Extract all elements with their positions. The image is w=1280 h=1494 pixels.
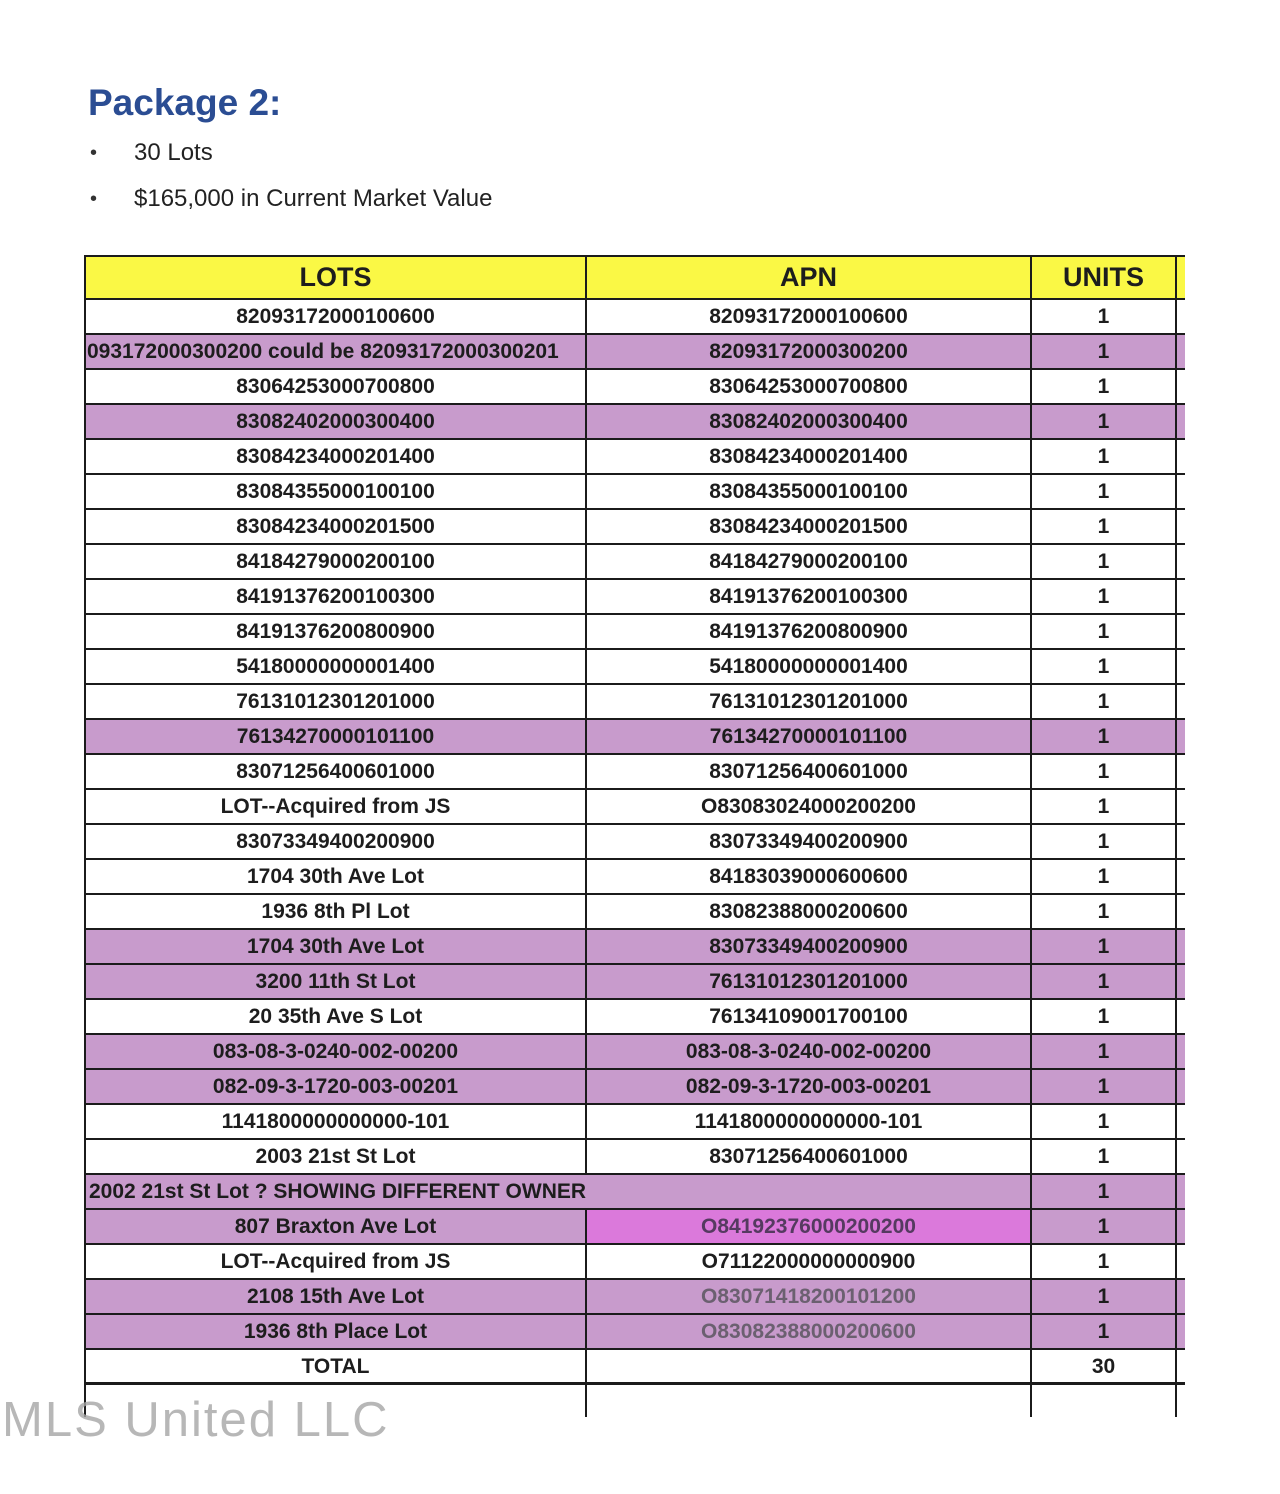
column-header-units: UNITS	[1032, 257, 1177, 300]
table-row	[86, 965, 1185, 1000]
table-row	[86, 1070, 1185, 1105]
table-total-row	[86, 1350, 1185, 1385]
bullet-icon: •	[90, 188, 98, 210]
units-cell: 1	[1032, 475, 1177, 510]
apn-cell: 76131012301201000	[587, 965, 1032, 1000]
apn-cell: 83073349400200900	[587, 825, 1032, 860]
clipped-next-column	[1177, 1105, 1185, 1140]
clipped-next-column	[1177, 685, 1185, 720]
lots-cell: 083-08-3-0240-002-00200	[86, 1035, 587, 1070]
bullet-text: $165,000 in Current Market Value	[134, 185, 493, 212]
table-header-row	[86, 257, 1185, 300]
lots-cell: 1704 30th Ave Lot	[86, 860, 587, 895]
clipped-next-column	[1177, 475, 1185, 510]
units-cell: 1	[1032, 1000, 1177, 1035]
units-cell: 1	[1032, 440, 1177, 475]
lots-cell: 3200 11th St Lot	[86, 965, 587, 1000]
apn-cell: O84192376000200200	[587, 1210, 1032, 1245]
lots-cell: 20 35th Ave S Lot	[86, 1000, 587, 1035]
total-apn-cell	[587, 1350, 1032, 1385]
apn-cell: 83071256400601000	[587, 1140, 1032, 1175]
clipped-next-column	[1177, 335, 1185, 370]
clipped-next-column	[1177, 510, 1185, 545]
units-cell: 1	[1032, 825, 1177, 860]
clipped-next-column	[1177, 965, 1185, 1000]
lots-cell: 1704 30th Ave Lot	[86, 930, 587, 965]
clipped-next-column	[1177, 650, 1185, 685]
units-cell: 1	[1032, 720, 1177, 755]
apn-cell: 83082388000200600	[587, 895, 1032, 930]
table-row	[86, 1315, 1185, 1350]
table-row	[86, 1140, 1185, 1175]
lots-cell: 54180000000001400	[86, 650, 587, 685]
column-header-lots: LOTS	[86, 257, 587, 300]
table-row	[86, 790, 1185, 825]
lots-cell: 082-09-3-1720-003-00201	[86, 1070, 587, 1105]
units-cell: 1	[1032, 1245, 1177, 1280]
lots-cell: 2108 15th Ave Lot	[86, 1280, 587, 1315]
apn-cell: 84191376200800900	[587, 615, 1032, 650]
lots-cell: 093172000300200 could be 82093172000300201	[86, 335, 587, 370]
lots-apn-merged-cell: 2002 21st St Lot ? SHOWING DIFFERENT OWNER	[86, 1175, 1032, 1210]
table-row	[86, 930, 1185, 965]
table-row	[86, 1000, 1185, 1035]
table-row	[86, 895, 1185, 930]
units-cell: 1	[1032, 1105, 1177, 1140]
clipped-next-column	[1177, 1280, 1185, 1315]
total-units-cell: 30	[1032, 1350, 1177, 1385]
lots-cell: 83071256400601000	[86, 755, 587, 790]
clipped-next-column	[1177, 720, 1185, 755]
apn-cell: 83082402000300400	[587, 405, 1032, 440]
table-row	[86, 475, 1185, 510]
units-cell: 1	[1032, 790, 1177, 825]
total-label-cell: TOTAL	[86, 1350, 587, 1385]
units-cell: 1	[1032, 1280, 1177, 1315]
lots-cell: 2003 21st St Lot	[86, 1140, 587, 1175]
apn-cell: 82093172000300200	[587, 335, 1032, 370]
clipped-next-column	[1177, 1210, 1185, 1245]
units-cell: 1	[1032, 650, 1177, 685]
apn-cell: 84184279000200100	[587, 545, 1032, 580]
lots-cell: LOT--Acquired from JS	[86, 1245, 587, 1280]
clipped-next-column	[1177, 930, 1185, 965]
lots-cell: 83082402000300400	[86, 405, 587, 440]
apn-cell: O83082388000200600	[587, 1315, 1032, 1350]
units-cell: 1	[1032, 860, 1177, 895]
clipped-next-column	[1177, 790, 1185, 825]
lots-cell: 83084234000201400	[86, 440, 587, 475]
lots-cell: 83084355000100100	[86, 475, 587, 510]
apn-cell: 83064253000700800	[587, 370, 1032, 405]
clipped-next-column	[1177, 405, 1185, 440]
lots-cell: 76134270000101100	[86, 720, 587, 755]
units-cell: 1	[1032, 300, 1177, 335]
lots-cell: 807 Braxton Ave Lot	[86, 1210, 587, 1245]
clipped-next-column	[1177, 1350, 1185, 1385]
lots-cell: 83084234000201500	[86, 510, 587, 545]
units-cell: 1	[1032, 895, 1177, 930]
clipped-next-column	[1177, 860, 1185, 895]
clipped-next-column	[1177, 1385, 1185, 1417]
apn-cell: 82093172000100600	[587, 300, 1032, 335]
units-cell: 1	[1032, 370, 1177, 405]
clipped-next-column	[1177, 1000, 1185, 1035]
column-header-apn: APN	[587, 257, 1032, 300]
table-row	[86, 720, 1185, 755]
units-cell: 1	[1032, 930, 1177, 965]
clipped-next-column	[1177, 370, 1185, 405]
apn-cell: 76131012301201000	[587, 685, 1032, 720]
apn-cell: O83083024000200200	[587, 790, 1032, 825]
units-cell: 1	[1032, 1140, 1177, 1175]
bullet-icon: •	[90, 142, 98, 164]
lots-table	[84, 255, 1185, 1417]
units-cell: 1	[1032, 755, 1177, 790]
units-cell: 1	[1032, 1175, 1177, 1210]
clipped-next-column	[1177, 545, 1185, 580]
apn-cell: O71122000000000900	[587, 1245, 1032, 1280]
table-row	[86, 825, 1185, 860]
lots-cell: 84191376200100300	[86, 580, 587, 615]
lots-cell: LOT--Acquired from JS	[86, 790, 587, 825]
apn-cell: 76134109001700100	[587, 1000, 1032, 1035]
table-row	[86, 755, 1185, 790]
apn-cell: 83073349400200900	[587, 930, 1032, 965]
table-row	[86, 685, 1185, 720]
table-row	[86, 510, 1185, 545]
units-cell: 1	[1032, 335, 1177, 370]
lots-cell: 1141800000000000-101	[86, 1105, 587, 1140]
table-row	[86, 1105, 1185, 1140]
lots-cell: 76131012301201000	[86, 685, 587, 720]
table-body	[86, 300, 1185, 1350]
clipped-next-column	[1177, 755, 1185, 790]
clipped-next-column	[1177, 1315, 1185, 1350]
bullet-item-lots	[90, 138, 790, 168]
table-row	[86, 440, 1185, 475]
units-cell: 1	[1032, 545, 1177, 580]
table-row	[86, 1245, 1185, 1280]
units-cell: 1	[1032, 685, 1177, 720]
lots-cell: 84191376200800900	[86, 615, 587, 650]
table-row	[86, 1175, 1185, 1210]
table-row	[86, 335, 1185, 370]
apn-cell: 83084234000201400	[587, 440, 1032, 475]
table-row	[86, 545, 1185, 580]
empty-cell	[587, 1385, 1032, 1417]
clipped-next-column	[1177, 825, 1185, 860]
bullet-item-value	[90, 184, 790, 214]
apn-cell: 54180000000001400	[587, 650, 1032, 685]
lots-cell: 1936 8th Place Lot	[86, 1315, 587, 1350]
clipped-next-column	[1177, 300, 1185, 335]
clipped-next-column	[1177, 615, 1185, 650]
table-row	[86, 580, 1185, 615]
units-cell: 1	[1032, 1070, 1177, 1105]
table-row	[86, 860, 1185, 895]
units-cell: 1	[1032, 510, 1177, 545]
lots-cell: 1936 8th Pl Lot	[86, 895, 587, 930]
bullet-list	[90, 138, 790, 230]
watermark: MLS United LLC	[2, 1393, 390, 1447]
apn-cell: 082-09-3-1720-003-00201	[587, 1070, 1032, 1105]
page-title: Package 2:	[88, 82, 282, 123]
table-row	[86, 615, 1185, 650]
clipped-next-column	[1177, 1245, 1185, 1280]
apn-cell: 83071256400601000	[587, 755, 1032, 790]
units-cell: 1	[1032, 1210, 1177, 1245]
clipped-next-column	[1177, 1175, 1185, 1210]
apn-cell: 1141800000000000-101	[587, 1105, 1032, 1140]
apn-cell: 083-08-3-0240-002-00200	[587, 1035, 1032, 1070]
clipped-next-column	[1177, 1140, 1185, 1175]
units-cell: 1	[1032, 615, 1177, 650]
clipped-next-column	[1177, 440, 1185, 475]
units-cell: 1	[1032, 580, 1177, 615]
clipped-next-column	[1177, 895, 1185, 930]
units-cell: 1	[1032, 1315, 1177, 1350]
lots-cell: 83073349400200900	[86, 825, 587, 860]
table-row	[86, 370, 1185, 405]
clipped-next-column	[1177, 1035, 1185, 1070]
table-row	[86, 300, 1185, 335]
clipped-next-column	[1177, 257, 1185, 300]
empty-cell	[1032, 1385, 1177, 1417]
clipped-next-column	[1177, 580, 1185, 615]
table-row	[86, 1035, 1185, 1070]
apn-cell: 84191376200100300	[587, 580, 1032, 615]
apn-cell: 83084234000201500	[587, 510, 1032, 545]
apn-cell: 76134270000101100	[587, 720, 1032, 755]
units-cell: 1	[1032, 1035, 1177, 1070]
apn-cell: 84183039000600600	[587, 860, 1032, 895]
clipped-next-column	[1177, 1070, 1185, 1105]
lots-cell: 82093172000100600	[86, 300, 587, 335]
units-cell: 1	[1032, 405, 1177, 440]
units-cell: 1	[1032, 965, 1177, 1000]
bullet-text: 30 Lots	[134, 139, 213, 166]
lots-cell: 83064253000700800	[86, 370, 587, 405]
table-row	[86, 1210, 1185, 1245]
apn-cell: 83084355000100100	[587, 475, 1032, 510]
table-row	[86, 650, 1185, 685]
table-row	[86, 405, 1185, 440]
lots-cell: 84184279000200100	[86, 545, 587, 580]
table-row	[86, 1280, 1185, 1315]
apn-cell: O83071418200101200	[587, 1280, 1032, 1315]
